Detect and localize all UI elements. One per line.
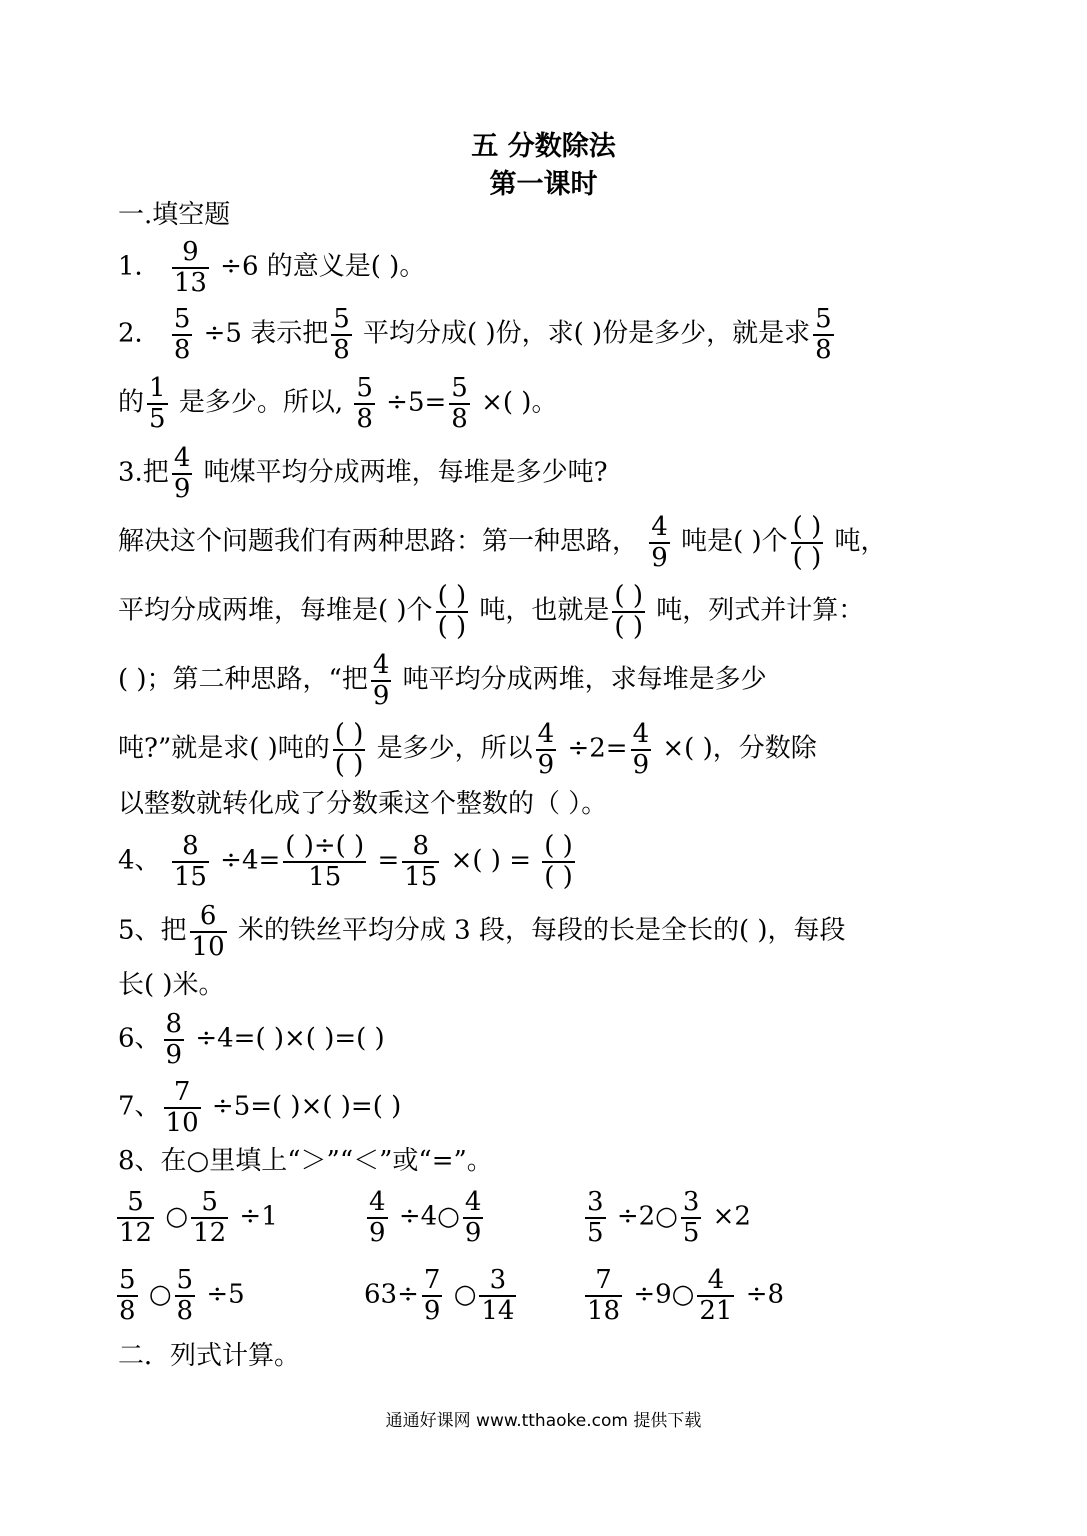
section-heading-fill-blank: 一.填空题	[118, 200, 231, 230]
compare-text[interactable]: ÷2○	[616, 1201, 678, 1232]
q3-text: ÷2=	[567, 733, 628, 764]
denominator: ( )	[334, 749, 364, 780]
numerator: ( )	[437, 581, 467, 611]
denominator: 8	[815, 334, 832, 365]
q3-text: 解决这个问题我们有两种思路：第一种思路，	[118, 526, 639, 557]
numerator: 4	[697, 1266, 734, 1297]
q4-text: ÷4=	[220, 845, 281, 876]
fraction	[190, 902, 227, 961]
question-1	[118, 238, 425, 297]
q3-text: 吨平均分成两堆，求每堆是多少	[402, 664, 767, 695]
denominator: 21	[699, 1295, 733, 1326]
q1-label: 1．	[118, 251, 161, 282]
compare-text: 63÷	[364, 1279, 419, 1310]
numerator: ( )	[614, 581, 643, 611]
numerator: 8	[172, 832, 209, 863]
q4-text: =	[377, 845, 400, 876]
denominator: 5	[587, 1217, 604, 1248]
q3-text: 吨是( )个	[681, 526, 788, 557]
q6-text: ÷4=( )×( )=( )	[195, 1023, 385, 1054]
question-4	[118, 832, 578, 891]
compare-1-c	[582, 1188, 751, 1247]
fraction	[681, 1188, 702, 1247]
compare-text: ÷1	[239, 1201, 278, 1232]
fraction	[697, 1266, 734, 1325]
fraction	[536, 720, 557, 779]
denominator: 18	[587, 1295, 621, 1326]
denominator: 8	[333, 334, 350, 365]
footer-credit: 通通好课网 www.tthaoke.com 提供下载	[385, 1411, 702, 1431]
numerator: 4	[369, 1187, 386, 1217]
fraction	[172, 305, 193, 364]
fraction	[283, 832, 366, 891]
denominator: 9	[651, 542, 668, 573]
fraction	[649, 513, 670, 572]
fraction	[172, 832, 209, 891]
numerator: 4	[372, 650, 390, 680]
compare-text: ÷8	[745, 1279, 785, 1310]
fraction	[371, 651, 392, 710]
denominator: ( )	[614, 611, 643, 642]
q1-text: ÷6 的意义是( )。	[220, 251, 426, 282]
numerator: 5	[356, 373, 373, 403]
q3-text: 吨，列式并计算：	[656, 595, 865, 626]
compare-circle-icon[interactable]: ○	[165, 1201, 189, 1232]
numerator: 3	[587, 1187, 604, 1217]
numerator: 5	[173, 304, 191, 334]
denominator: 14	[481, 1295, 515, 1326]
question-3-line-4	[118, 651, 767, 710]
denominator: 9	[423, 1295, 441, 1326]
numerator: 4	[632, 719, 650, 749]
question-5-line-2: 长( )米。	[118, 970, 225, 1000]
numerator: 4	[651, 512, 668, 542]
denominator: ( )	[437, 611, 467, 642]
denominator: 9	[464, 1217, 482, 1248]
q4-text: ×( ) =	[450, 845, 531, 876]
q3-text: ( )；第二种思路，“把	[118, 664, 368, 695]
question-3-line-6: 以整数就转化成了分数乘这个整数的（ ）。	[118, 789, 608, 819]
q3-text: 平均分成两堆，每堆是( )个	[118, 595, 433, 626]
fraction	[172, 444, 193, 503]
compare-2-b	[364, 1266, 519, 1325]
numerator: 8	[165, 1009, 183, 1039]
compare-circle-icon[interactable]: ○	[453, 1279, 477, 1310]
q3-text: 吨，也就是	[479, 595, 610, 626]
denominator: 9	[369, 1217, 386, 1248]
fraction	[402, 832, 439, 891]
denominator: 8	[119, 1295, 136, 1326]
q3-label: 3.把	[118, 457, 169, 488]
compare-text[interactable]: ÷4○	[398, 1201, 460, 1232]
denominator: 8	[451, 403, 468, 434]
fraction	[631, 720, 652, 779]
fraction	[479, 1266, 516, 1325]
q2-text: ÷5=	[386, 387, 447, 418]
numerator: 5	[176, 1265, 194, 1295]
denominator: 8	[176, 1295, 194, 1326]
denominator: 10	[165, 1107, 199, 1138]
numerator: 5	[191, 1188, 228, 1219]
numerator: 7	[164, 1078, 201, 1109]
denominator: 8	[173, 334, 191, 365]
numerator: 5	[333, 304, 350, 334]
fraction	[164, 1078, 201, 1137]
numerator: 8	[402, 832, 439, 863]
numerator: 9	[172, 238, 209, 269]
compare-2-c	[582, 1266, 784, 1325]
denominator: 9	[372, 680, 390, 711]
compare-1-b	[364, 1188, 486, 1247]
question-5-line-1	[118, 902, 846, 961]
q5-text: 米的铁丝平均分成 3 段，每段的长是全长的( )，每段	[237, 915, 846, 946]
denominator: 12	[119, 1217, 153, 1248]
question-8: 8、在○里填上“＞”“＜”或“=”。	[118, 1146, 493, 1176]
denominator: 15	[404, 861, 438, 892]
denominator: 15	[308, 861, 342, 892]
q2-text: 是多少。所以,	[178, 387, 344, 418]
denominator: 9	[165, 1039, 183, 1070]
q7-label: 7、	[118, 1091, 161, 1122]
compare-2-a	[114, 1266, 245, 1325]
compare-text: ×2	[712, 1201, 751, 1232]
blank-fraction	[612, 582, 645, 641]
question-6	[118, 1010, 385, 1069]
numerator: 5	[451, 373, 468, 403]
numerator: 5	[119, 1265, 136, 1295]
denominator: 9	[537, 749, 555, 780]
question-2-line-2	[118, 374, 557, 433]
fraction	[147, 374, 168, 433]
q2-text: ÷5 表示把	[203, 318, 329, 349]
denominator: ( )	[544, 861, 573, 892]
q3-text: 吨，	[834, 526, 887, 557]
question-3-line-3	[118, 582, 864, 641]
fraction	[463, 1188, 484, 1247]
q2-text: ×( )。	[481, 387, 558, 418]
numerator: 7	[585, 1266, 622, 1297]
q2-text: 平均分成( )份，求( )份是多少，就是求	[363, 318, 811, 349]
fraction	[117, 1188, 154, 1247]
question-3-line-2	[118, 513, 887, 572]
q2-text: 的	[118, 387, 145, 418]
numerator: 5	[117, 1188, 154, 1219]
compare-1-a	[114, 1188, 278, 1247]
q3-text: 吨?”就是求( )吨的	[118, 733, 330, 764]
page-subtitle: 第一课时	[489, 169, 598, 200]
numerator: 4	[173, 443, 191, 473]
q3-text: ×( )，分数除	[662, 733, 817, 764]
fraction	[117, 1266, 138, 1325]
numerator: ( )÷( )	[285, 831, 365, 861]
denominator: 5	[682, 1217, 700, 1248]
blank-fraction	[436, 582, 469, 641]
fraction	[449, 374, 470, 433]
fraction	[813, 305, 834, 364]
numerator: 4	[464, 1187, 482, 1217]
section-heading-calculation: 二．列式计算。	[118, 1341, 301, 1371]
q3-text: 吨煤平均分成两堆，每堆是多少吨?	[203, 457, 608, 488]
numerator: 3	[479, 1266, 516, 1297]
denominator: 12	[193, 1217, 227, 1248]
denominator: 8	[356, 403, 373, 434]
question-2-line-1	[118, 305, 837, 364]
question-3-line-5	[118, 720, 817, 779]
numerator: 5	[815, 304, 832, 334]
fraction	[367, 1188, 388, 1247]
denominator: 5	[149, 403, 166, 434]
denominator: 10	[191, 931, 225, 962]
denominator: 9	[632, 749, 650, 780]
numerator: 7	[423, 1265, 441, 1295]
fraction	[175, 1266, 196, 1325]
denominator: ( )	[792, 542, 822, 573]
q5-label: 5、把	[118, 915, 187, 946]
denominator: 9	[173, 473, 191, 504]
numerator: 3	[682, 1187, 700, 1217]
numerator: ( )	[792, 512, 822, 542]
numerator: ( )	[334, 719, 364, 749]
q4-label: 4、	[118, 845, 161, 876]
page-title: 五 分数除法	[471, 131, 616, 162]
fraction	[354, 374, 375, 433]
numerator: 1	[149, 373, 166, 403]
q7-text: ÷5=( )×( )=( )	[211, 1091, 402, 1122]
fraction	[422, 1266, 443, 1325]
fraction	[172, 238, 209, 297]
blank-fraction	[791, 513, 824, 572]
numerator: 6	[190, 902, 227, 933]
blank-fraction	[333, 720, 366, 779]
fraction	[191, 1188, 228, 1247]
question-3-line-1	[118, 444, 608, 503]
fraction	[164, 1010, 185, 1069]
compare-text[interactable]: ÷9○	[633, 1279, 695, 1310]
fraction	[585, 1266, 622, 1325]
denominator: 13	[173, 267, 207, 298]
q3-text: 是多少，所以	[376, 733, 533, 764]
numerator: ( )	[544, 831, 573, 861]
q6-label: 6、	[118, 1023, 161, 1054]
numerator: 4	[537, 719, 555, 749]
blank-fraction	[542, 832, 575, 891]
fraction	[331, 305, 352, 364]
q2-label: 2．	[118, 318, 161, 349]
denominator: 15	[173, 861, 207, 892]
question-7	[118, 1078, 401, 1137]
compare-circle-icon[interactable]: ○	[148, 1279, 172, 1310]
compare-text: ÷5	[206, 1279, 245, 1310]
fraction	[585, 1188, 606, 1247]
